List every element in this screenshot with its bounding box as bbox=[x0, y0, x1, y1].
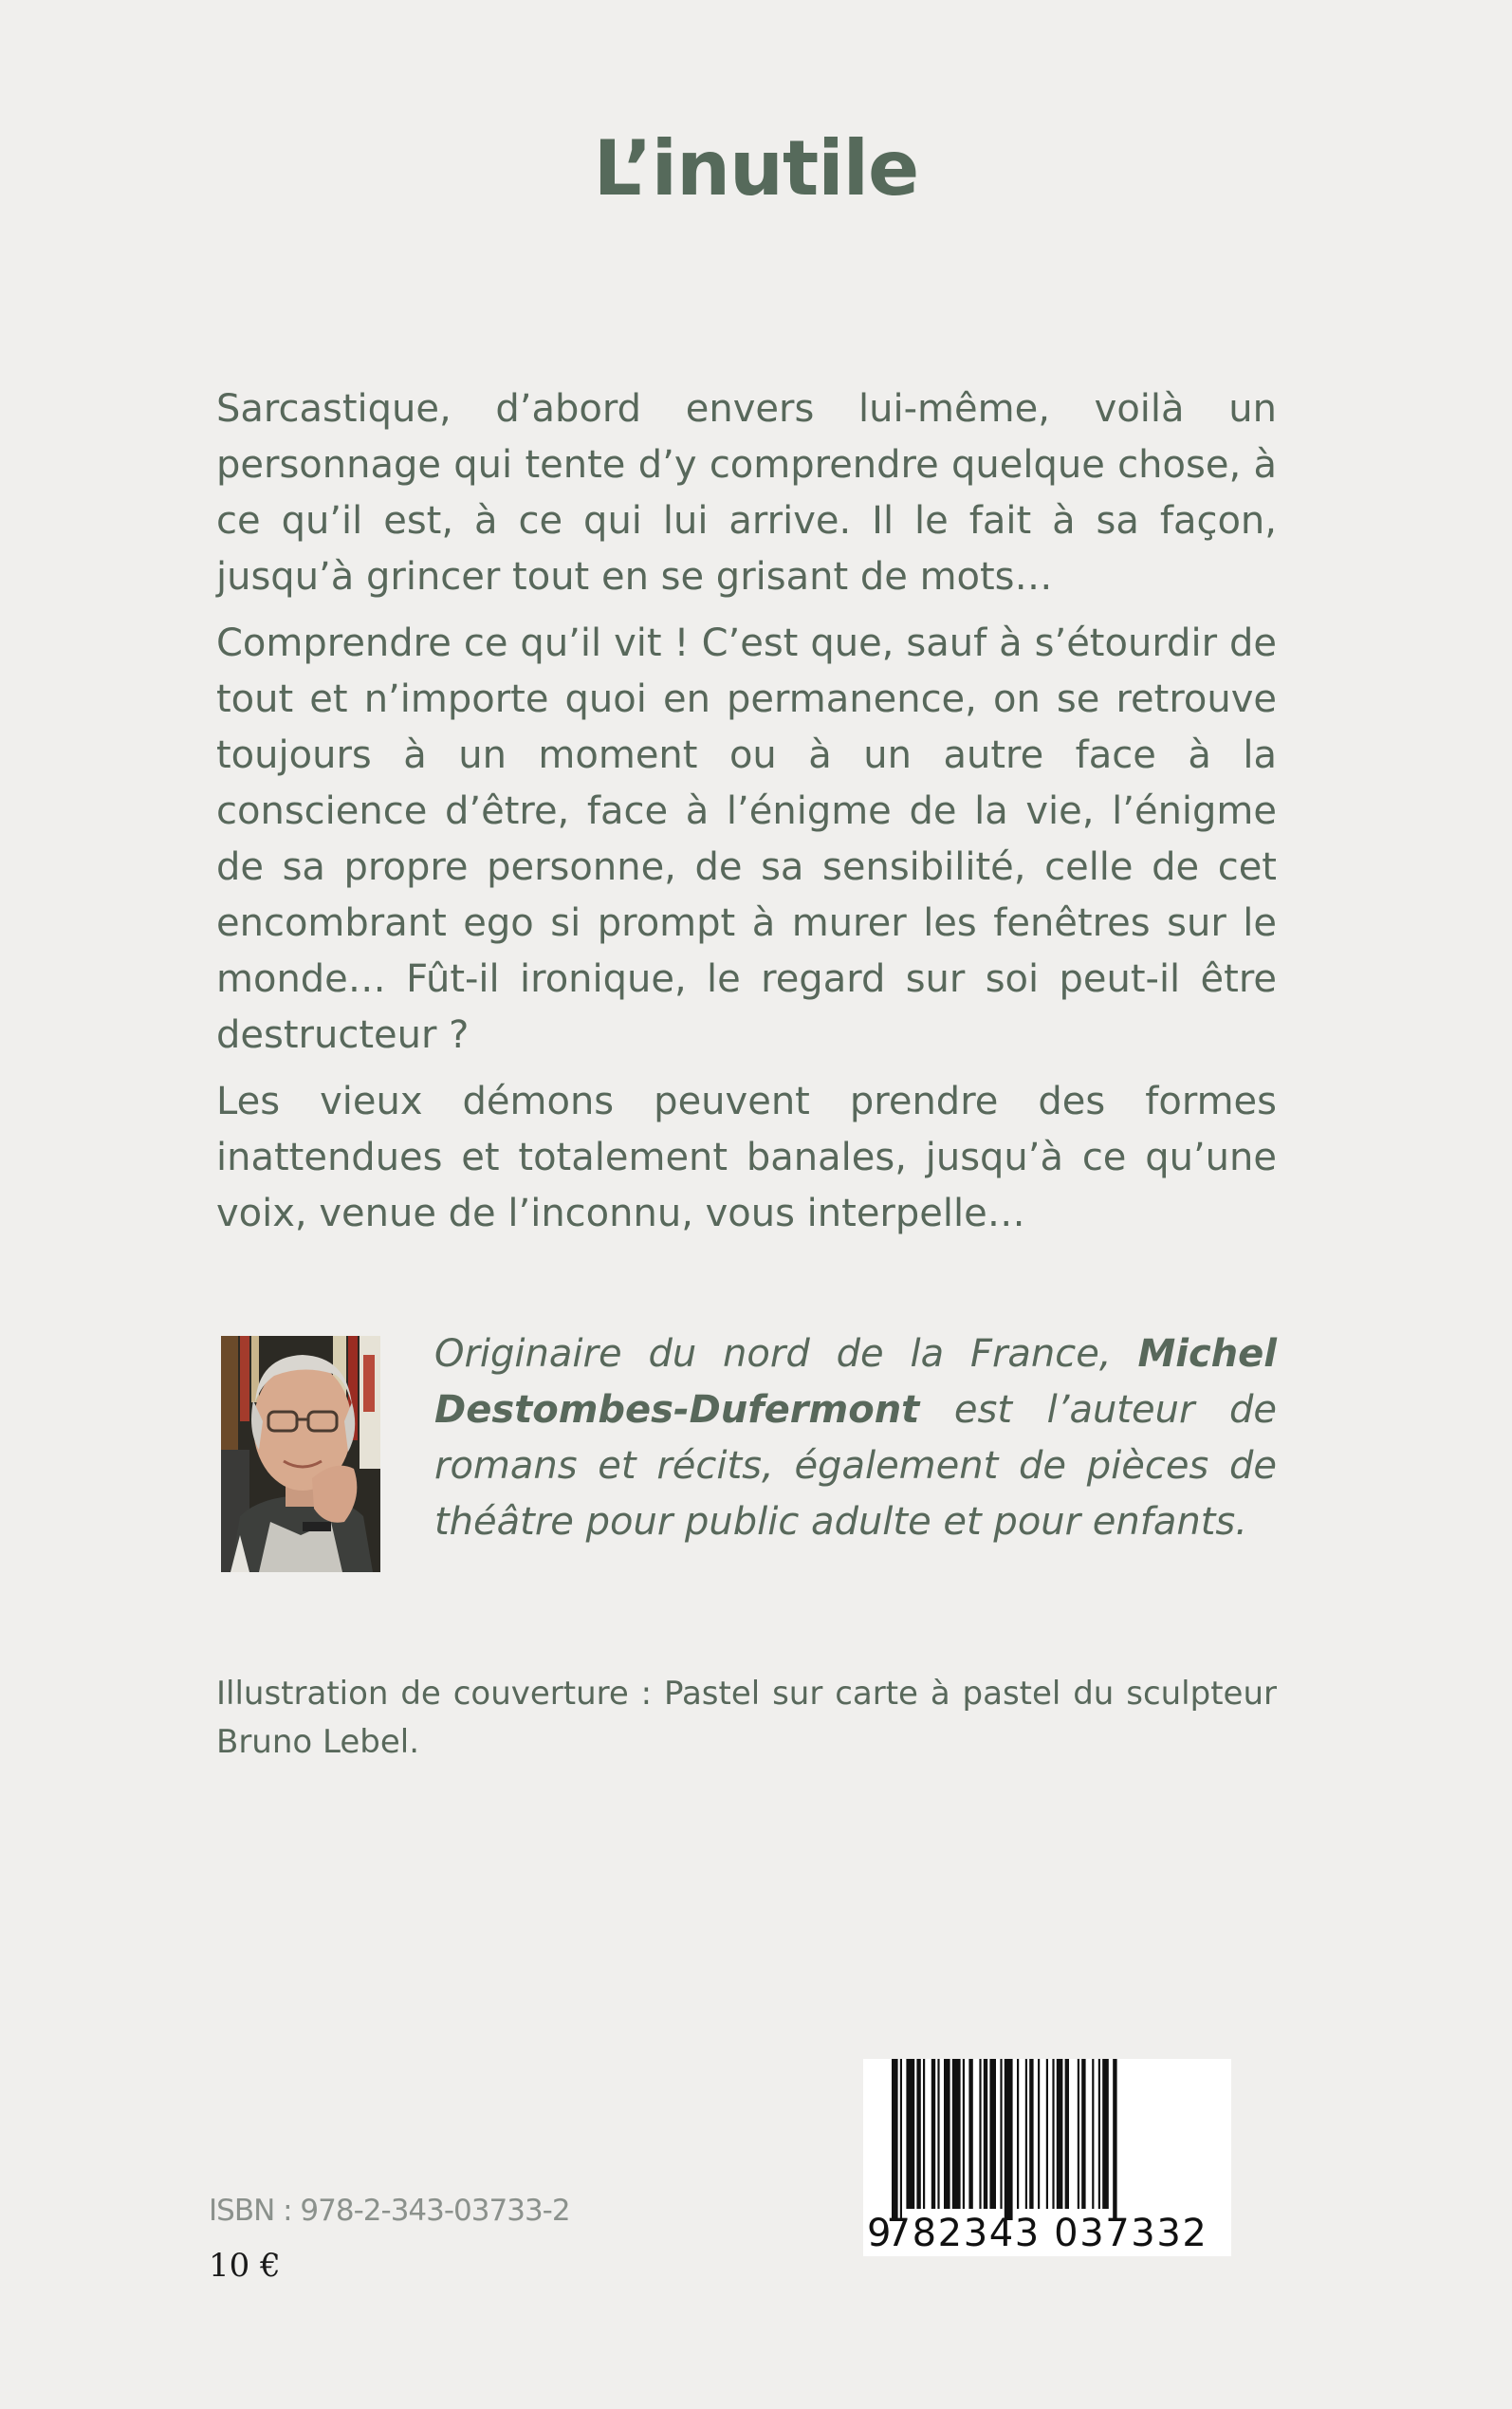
barcode-bar bbox=[984, 2059, 987, 2209]
author-bio-prefix: Originaire du nord de la France, bbox=[434, 1332, 1138, 1376]
barcode-bar bbox=[1113, 2059, 1116, 2220]
barcode bbox=[863, 2059, 1231, 2256]
barcode-bar bbox=[968, 2059, 972, 2209]
barcode-bar bbox=[1102, 2059, 1109, 2209]
barcode-number: 782343 037332 bbox=[886, 2212, 1208, 2255]
barcode-bar bbox=[944, 2059, 950, 2209]
barcode-bar bbox=[1078, 2059, 1079, 2209]
barcode-bar bbox=[963, 2059, 965, 2209]
blurb-paragraph: Sarcastique, d’abord envers lui-même, voilà un personnage qui tente d’y comprendre quelque chose, à ce qu’il est, à ce qui lui arrive. Il le fait à sa façon, jusqu’à grincer tout en se grisant de mots… bbox=[216, 387, 1277, 599]
barcode-bar bbox=[1017, 2059, 1019, 2209]
barcode-bar bbox=[1057, 2059, 1063, 2209]
barcode-bar bbox=[1038, 2059, 1040, 2209]
barcode-bar bbox=[1029, 2059, 1033, 2209]
cover-illustration-credit: Illustration de couverture : Pastel sur carte à pastel du sculpteur Bruno Lebel. bbox=[216, 1675, 1277, 1761]
barcode-bar bbox=[1005, 2059, 1013, 2220]
back-cover-blurb bbox=[216, 381, 1277, 1252]
barcode-bar bbox=[1081, 2059, 1085, 2209]
author-photo bbox=[221, 1336, 380, 1572]
barcode-digits bbox=[863, 2211, 1231, 2256]
barcode-bar bbox=[1052, 2059, 1054, 2209]
book-title: L’inutile bbox=[593, 124, 919, 213]
barcode-bar bbox=[979, 2059, 981, 2209]
barcode-bar bbox=[900, 2059, 902, 2220]
barcode-first-digit: 9 bbox=[867, 2212, 894, 2255]
isbn-label: ISBN : 978-2-343-03733-2 bbox=[209, 2194, 570, 2228]
author-bio-suffix: est l’auteur de romans et récits, également de pièces de théâtre pour public adulte et pour enfants. bbox=[434, 1388, 1277, 1544]
barcode-bar bbox=[916, 2059, 920, 2209]
barcode-bar bbox=[989, 2059, 996, 2209]
author-bio bbox=[434, 1326, 1277, 1550]
author-portrait-image bbox=[221, 1336, 380, 1572]
barcode-bar bbox=[1092, 2059, 1094, 2209]
barcode-bar bbox=[892, 2059, 898, 2220]
barcode-bar bbox=[937, 2059, 939, 2209]
barcode-bar bbox=[923, 2059, 925, 2209]
barcode-bars bbox=[892, 2059, 1205, 2220]
barcode-bar bbox=[952, 2059, 961, 2209]
barcode-bar bbox=[1046, 2059, 1048, 2209]
barcode-bar bbox=[1000, 2059, 1002, 2209]
blurb-paragraph: Comprendre ce qu’il vit ! C’est que, sauf à s’étourdir de tout et n’importe quoi en permanence, on se retrouve toujours à un moment ou à un autre face à la conscience d’être, face à l’énigme de la vie, l’énigme de sa propre personne, de sa sensibilité, celle de cet encombrant ego si prompt à murer les fenêtres sur le monde… Fût-il ironique, le regard sur soi peut-il être destructeur ? bbox=[216, 621, 1277, 1057]
barcode-bar bbox=[1025, 2059, 1027, 2209]
barcode-bar bbox=[1065, 2059, 1069, 2209]
barcode-bar bbox=[906, 2059, 914, 2209]
barcode-bar bbox=[1098, 2059, 1100, 2209]
price-label: 10 € bbox=[209, 2247, 281, 2285]
author-name: Michel Destombes-Dufermont bbox=[434, 1332, 1277, 1432]
barcode-bar bbox=[931, 2059, 935, 2209]
blurb-paragraph: Les vieux démons peuvent prendre des formes inattendues et totalement banales, jusqu’à ce qu’une voix, venue de l’inconnu, vous interpelle… bbox=[216, 1080, 1277, 1235]
